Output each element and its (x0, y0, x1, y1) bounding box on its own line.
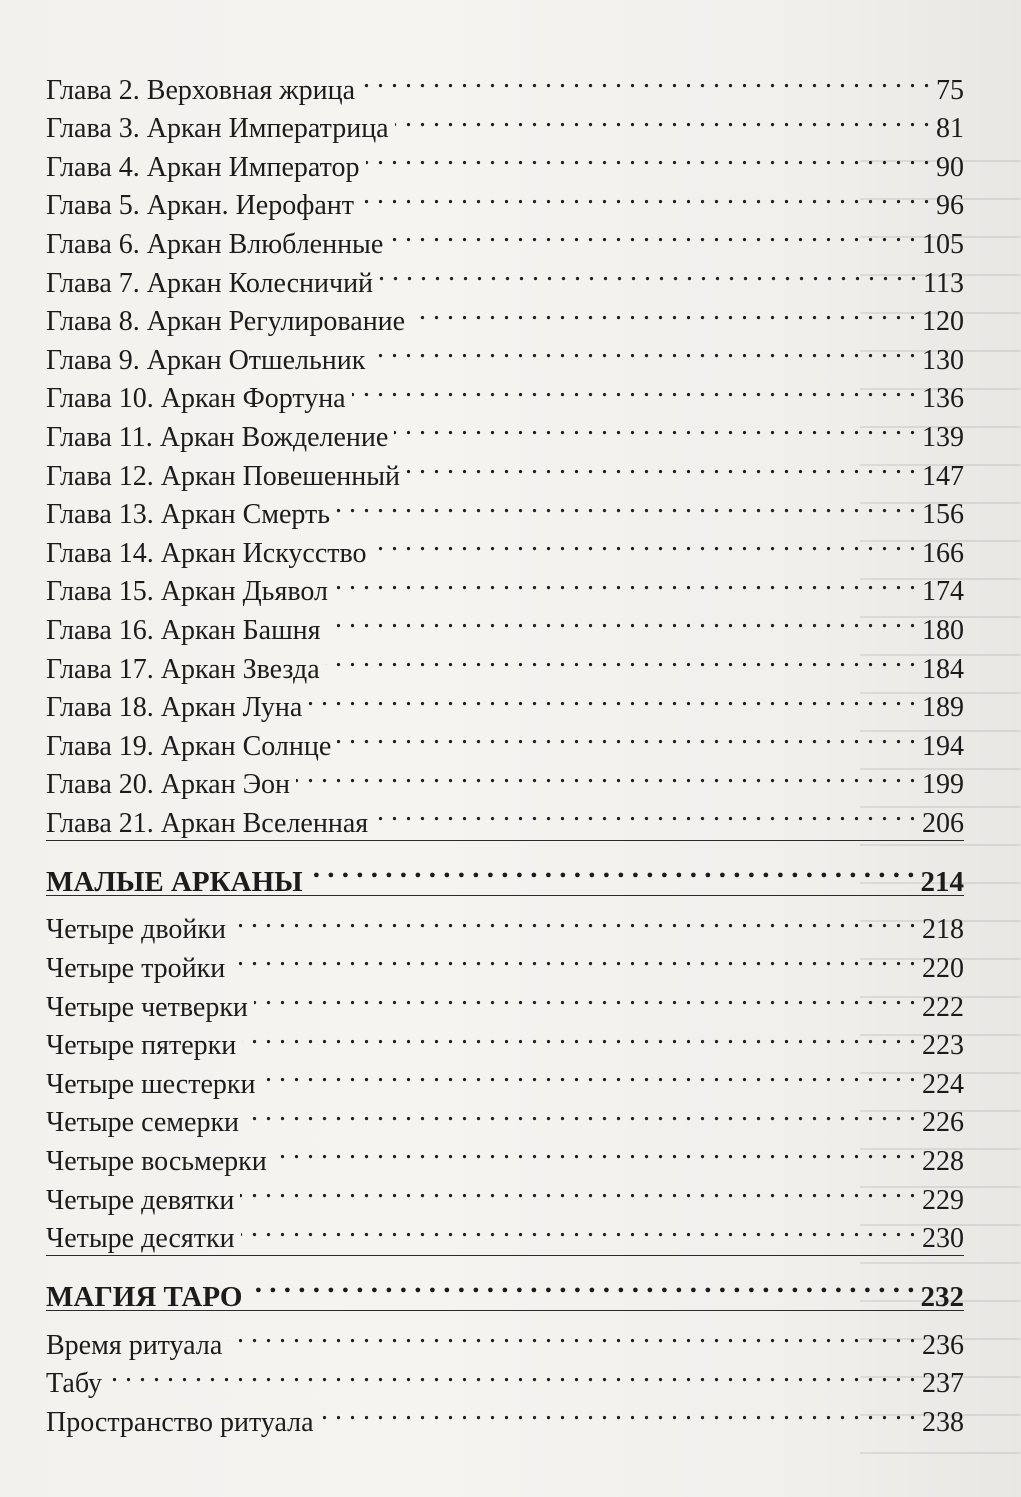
toc-entry-title: Четыре десятки (46, 1223, 235, 1255)
toc-entry-page: 166 (922, 537, 964, 569)
toc-entry-page: 238 (922, 1407, 964, 1438)
leader-dots (374, 793, 916, 832)
section-page: 232 (920, 1281, 964, 1314)
leader-dots (360, 176, 930, 215)
leader-dots (411, 292, 916, 331)
leader-dots (232, 900, 916, 939)
leader-dots (309, 845, 915, 891)
leader-dots (320, 1392, 916, 1431)
leader-dots (248, 1260, 914, 1306)
toc-entry-page: 120 (922, 306, 964, 338)
leader-dots (395, 99, 930, 138)
toc-entry-page: 113 (923, 267, 964, 299)
toc-entry-title: Глава 5. Аркан. Иерофант (46, 190, 355, 222)
toc-entry-title: Глава 7. Аркан Колесничий (46, 267, 374, 299)
section-heading-minor-arcana[interactable] (46, 845, 964, 898)
toc-entry-title: Глава 9. Аркан Отшельник (46, 344, 366, 376)
toc-entry-title: Четыре двойки (46, 914, 226, 946)
toc-entry-title: Четыре пятерки (46, 1030, 237, 1062)
toc-entry-title: Глава 14. Аркан Искусство (46, 537, 367, 569)
toc-entry[interactable] (46, 1315, 964, 1361)
toc-entry-page: 223 (922, 1030, 964, 1062)
toc-entry-page: 136 (922, 383, 964, 415)
minor-arcana-list (46, 900, 964, 1255)
toc-entry[interactable] (46, 60, 964, 106)
toc-entry-title: Четыре тройки (46, 953, 226, 985)
leader-dots (241, 1209, 916, 1248)
toc-entry-page: 75 (936, 74, 964, 106)
toc-entry-title: Глава 18. Аркан Луна (46, 692, 303, 724)
toc-entry-title: Глава 10. Аркан Фортуна (46, 383, 346, 415)
leader-dots (242, 1016, 916, 1055)
leader-dots (379, 253, 917, 292)
toc-entry-title: Глава 21. Аркан Вселенная (46, 807, 369, 839)
toc-entry-page: 174 (922, 576, 964, 608)
toc-entry-page: 156 (922, 499, 964, 531)
toc-entry-title: Четыре четверки (46, 991, 248, 1023)
toc-entry-page: 218 (922, 914, 964, 946)
leader-dots (308, 678, 916, 717)
toc-entry-title: Пространство ритуала (46, 1407, 314, 1438)
toc-entry-title: Глава 13. Аркан Смерть (46, 499, 331, 531)
toc-entry-page: 220 (922, 953, 964, 985)
leader-dots (273, 1131, 916, 1170)
toc-entry-title: Четыре семерки (46, 1107, 240, 1139)
toc-entry-page: 237 (922, 1368, 964, 1400)
toc-entry-page: 226 (922, 1107, 964, 1139)
toc-entry-title: Глава 8. Аркан Регулирование (46, 306, 406, 338)
toc-entry-page: 199 (922, 769, 964, 801)
toc-entry-title: Четыре восьмерки (46, 1146, 267, 1178)
toc-entry-title: Глава 16. Аркан Башня (46, 614, 321, 646)
toc-entry-title: Глава 12. Аркан Повешенный (46, 460, 401, 492)
table-of-contents (46, 60, 964, 1438)
toc-entry-page: 90 (936, 151, 964, 183)
leader-dots (326, 639, 916, 678)
leader-dots (366, 137, 931, 176)
leader-dots (334, 562, 916, 601)
toc-entry-page: 230 (922, 1223, 964, 1255)
toc-entry[interactable] (46, 900, 964, 946)
section-heading-tarot-magic[interactable] (46, 1260, 964, 1314)
leader-dots (336, 485, 916, 524)
leader-dots (394, 407, 916, 446)
toc-entry-page: 224 (922, 1068, 964, 1100)
toc-entry[interactable] (46, 1392, 964, 1438)
toc-entry-page: 194 (922, 730, 964, 762)
leader-dots (228, 1315, 916, 1354)
leader-dots (389, 214, 916, 253)
toc-entry-title: Табу (46, 1368, 103, 1400)
toc-entry-page: 130 (922, 344, 964, 376)
leader-dots (108, 1354, 916, 1393)
toc-entry-page: 189 (922, 692, 964, 724)
leader-dots (337, 716, 916, 755)
toc-entry-page: 228 (922, 1146, 964, 1178)
toc-entry-title: Глава 15. Аркан Дьявол (46, 576, 328, 608)
leader-dots (352, 369, 916, 408)
toc-entry-page: 229 (922, 1184, 964, 1216)
toc-entry[interactable] (46, 1354, 964, 1400)
section-page: 214 (920, 865, 964, 898)
toc-entry-title: Глава 11. Аркан Вожделение (46, 421, 389, 453)
toc-entry-title: Четыре шестерки (46, 1068, 256, 1100)
toc-entry-title: Глава 6. Аркан Влюбленные (46, 228, 384, 260)
leader-dots (261, 1054, 916, 1093)
leader-dots (361, 60, 930, 99)
leader-dots (371, 330, 916, 369)
toc-entry-page: 81 (936, 113, 964, 145)
toc-entry-page: 236 (922, 1329, 964, 1361)
leader-dots (296, 755, 916, 794)
toc-entry-page: 96 (936, 190, 964, 222)
leader-dots (231, 938, 916, 977)
section-title: МАЛЫЕ АРКАНЫ (46, 865, 303, 898)
toc-entry-page: 105 (922, 228, 964, 260)
toc-entry-page: 147 (922, 460, 964, 492)
section-title: МАГИЯ ТАРО (46, 1281, 243, 1314)
leader-dots (327, 600, 916, 639)
toc-entry-title: Глава 3. Аркан Императрица (46, 113, 389, 145)
toc-entry-page: 180 (922, 614, 964, 646)
toc-entry-title: Глава 4. Аркан Император (46, 151, 360, 183)
tarot-magic-list (46, 1315, 964, 1438)
toc-entry-title: Глава 2. Верховная жрица (46, 74, 356, 106)
leader-dots (373, 523, 916, 562)
toc-entry-title: Время ритуала (46, 1329, 223, 1361)
toc-entry-title: Глава 19. Аркан Солнце (46, 730, 332, 762)
leader-dots (254, 977, 916, 1016)
leader-dots (240, 1170, 916, 1209)
toc-entry-page: 222 (922, 991, 964, 1023)
leader-dots (245, 1093, 916, 1132)
toc-entry-page: 206 (922, 807, 964, 839)
toc-entry-title: Глава 20. Аркан Эон (46, 769, 291, 801)
toc-entry-page: 184 (922, 653, 964, 685)
toc-entry-title: Четыре девятки (46, 1184, 235, 1216)
major-arcana-chapter-list (46, 60, 964, 839)
toc-entry-page: 139 (922, 421, 964, 453)
leader-dots (406, 446, 916, 485)
toc-entry-title: Глава 17. Аркан Звезда (46, 653, 320, 685)
